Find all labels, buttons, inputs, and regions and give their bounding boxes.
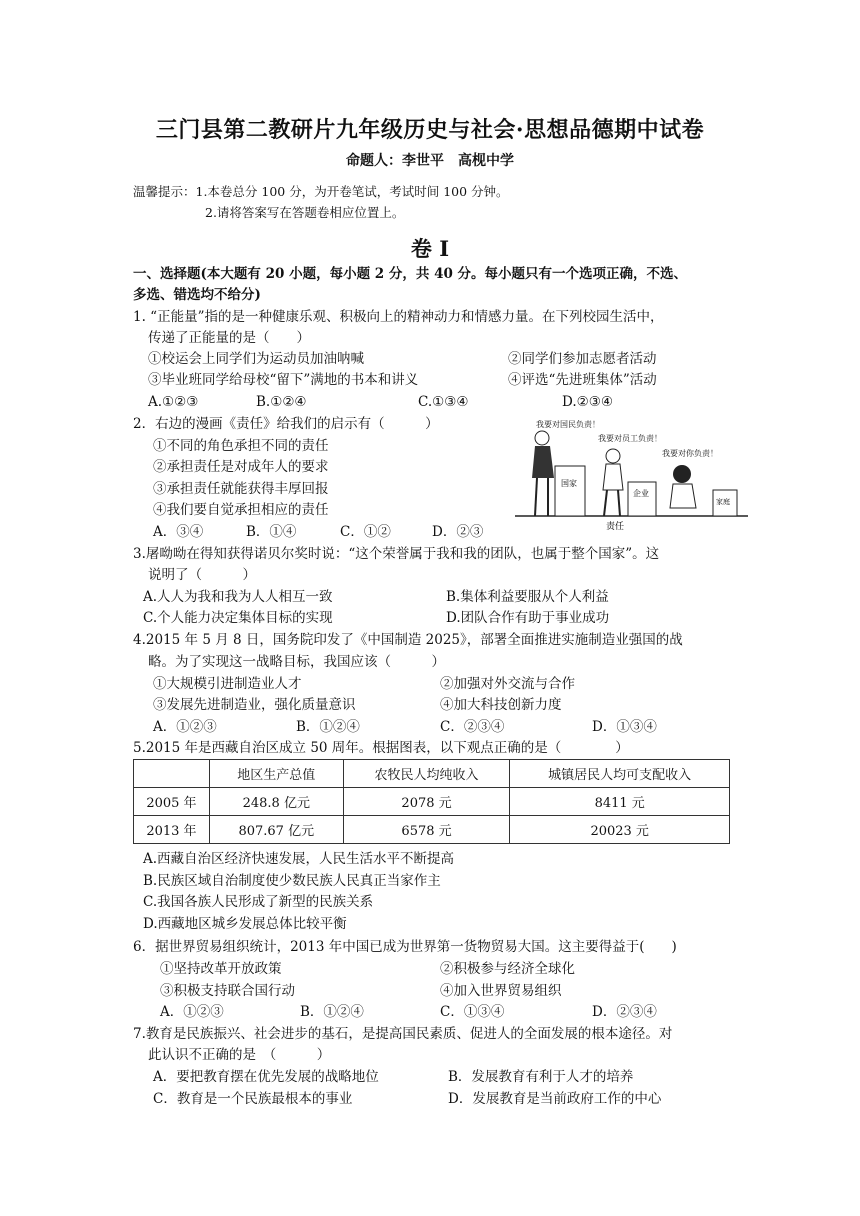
- q5-stem: 5.2015 年是西藏自治区成立 50 周年。根据图表，以下观点正确的是（ ）: [133, 740, 629, 756]
- q2-option-4: ④我们要自觉承担相应的责任: [153, 502, 329, 518]
- q4-option-4: ④加大科技创新力度: [440, 697, 562, 713]
- responsibility-cartoon: [510, 416, 750, 531]
- table-row: [134, 816, 730, 844]
- volume-heading: 卷 I: [410, 236, 450, 261]
- family-figure-head: [673, 465, 691, 483]
- q2-option-1: ①不同的角色承担不同的责任: [153, 438, 329, 454]
- table-header-cell: 城镇居民人均可支配收入: [510, 760, 730, 788]
- q4-option-3: ③发展先进制造业，强化质量意识: [153, 697, 356, 713]
- country-figure-body: [532, 446, 554, 478]
- q6-option-3: ③积极支持联合国行动: [160, 983, 295, 999]
- income-table: [133, 759, 730, 844]
- q4-stem-cont: 略。为了实现这一战略目标，我国应该（ ）: [148, 654, 445, 670]
- speech-country: 我要对国民负责！: [536, 420, 600, 429]
- q1-stem: 1. “正能量”指的是一种健康乐观、积极向上的精神动力和情感力量。在下列校园生活中，: [133, 309, 664, 325]
- q4-choice-d: D．①③④: [592, 719, 657, 735]
- q7-choice-c: C．教育是一个民族最根本的事业: [153, 1091, 353, 1107]
- speech-company: 我要对员工负责！: [598, 434, 662, 443]
- table-cell: 2005 年: [134, 788, 210, 816]
- q1-stem-cont: 传递了正能量的是（ ）: [148, 330, 310, 346]
- q3-choice-d: D.团队合作有助于事业成功: [446, 610, 610, 626]
- page-title: 三门县第二教研片九年级历史与社会·思想品德期中试卷: [155, 117, 705, 143]
- company-figure-head: [606, 449, 620, 463]
- q1-option-3: ③毕业班同学给母校“留下”满地的书本和讲义: [148, 372, 419, 388]
- q5-choice-d: D.西藏地区城乡发展总体比较平衡: [143, 916, 347, 932]
- q4-choice-a: A．①②③: [153, 719, 217, 735]
- table-header-cell: 地区生产总值: [209, 760, 343, 788]
- q1-option-4: ④评选“先进班集体”活动: [508, 372, 657, 388]
- table-cell: 2078 元: [343, 788, 510, 816]
- q1-choice-d: D.②③④: [562, 394, 613, 410]
- q1-option-1: ①校运会上同学们为运动员加油呐喊: [148, 351, 364, 367]
- q3-choice-c: C.个人能力决定集体目标的实现: [143, 610, 333, 626]
- q7-stem-cont: 此认识不正确的是 （ ）: [148, 1047, 331, 1063]
- q6-option-1: ①坚持改革开放政策: [160, 961, 282, 977]
- table-cell: 2013 年: [134, 816, 210, 844]
- label-country: 国家: [561, 479, 577, 488]
- table-header-cell: [134, 760, 210, 788]
- tip-line-1: 温馨提示：1.本卷总分 100 分，为开卷笔试，考试时间 100 分钟。: [133, 184, 509, 199]
- q6-choice-a: A．①②③: [160, 1004, 224, 1020]
- q2-choice-b: B．①④: [246, 524, 297, 540]
- tip-line-2: 2.请将答案写在答题卷相应位置上。: [205, 205, 405, 220]
- company-podium: [628, 482, 656, 516]
- section-heading-cont: 多选、错选均不给分): [133, 287, 261, 303]
- q2-option-2: ②承担责任是对成年人的要求: [153, 459, 329, 475]
- q4-option-1: ①大规模引进制造业人才: [153, 676, 302, 692]
- q6-choice-c: C．①③④: [440, 1004, 505, 1020]
- q6-choice-d: D．②③④: [592, 1004, 657, 1020]
- q7-choice-d: D．发展教育是当前政府工作的中心: [448, 1091, 662, 1107]
- q4-option-2: ②加强对外交流与合作: [440, 676, 575, 692]
- q7-stem: 7.教育是民族振兴、社会进步的基石，是提高国民素质、促进人的全面发展的根本途径。对: [133, 1026, 673, 1042]
- q6-option-2: ②积极参与经济全球化: [440, 961, 575, 977]
- table-cell: 248.8 亿元: [209, 788, 343, 816]
- q6-stem: 6．据世界贸易组织统计，2013 年中国已成为世界第一货物贸易大国。这主要得益于( ): [133, 939, 677, 955]
- company-figure-body: [603, 464, 623, 490]
- table-cell: 20023 元: [510, 816, 730, 844]
- q1-choice-b: B.①②④: [256, 394, 307, 410]
- label-family: 家庭: [716, 498, 730, 506]
- q7-choice-b: B．发展教育有利于人才的培养: [448, 1069, 634, 1085]
- family-figure-body: [670, 484, 696, 508]
- speech-family: 我要对你负责！: [662, 449, 718, 458]
- q2-option-3: ③承担责任就能获得丰厚回报: [153, 481, 329, 497]
- table-row: [134, 788, 730, 816]
- q1-choice-c: C.①③④: [418, 394, 469, 410]
- q4-choice-c: C．②③④: [440, 719, 505, 735]
- table-header-cell: 农牧民人均纯收入: [343, 760, 510, 788]
- q5-choice-a: A.西藏自治区经济快速发展，人民生活水平不断提高: [143, 851, 455, 867]
- q6-option-4: ④加入世界贸易组织: [440, 983, 562, 999]
- section-heading: 一、选择题(本大题有 20 小题，每小题 2 分，共 40 分。每小题只有一个选项正确，不选、: [133, 266, 688, 282]
- author-line: 命题人：李世平 高枧中学: [346, 153, 514, 169]
- label-company: 企业: [633, 489, 649, 498]
- q3-choice-a: A.人人为我和我为人人相互一致: [143, 589, 333, 605]
- q4-choice-b: B．①②④: [296, 719, 360, 735]
- country-figure-head: [535, 431, 549, 445]
- cartoon-caption: 责任: [606, 522, 625, 531]
- country-podium: [555, 466, 585, 516]
- q7-choice-a: A．要把教育摆在优先发展的战略地位: [153, 1069, 379, 1085]
- table-cell: 807.67 亿元: [209, 816, 343, 844]
- q1-choice-a: A.①②③: [148, 394, 199, 410]
- table-cell: 6578 元: [343, 816, 510, 844]
- q6-choice-b: B．①②④: [300, 1004, 364, 1020]
- q2-choice-d: D．②③: [432, 524, 484, 540]
- q2-choice-a: A．③④: [153, 524, 204, 540]
- table-header-row: [134, 760, 730, 788]
- q4-stem: 4.2015 年 5 月 8 日，国务院印发了《中国制造 2025》，部署全面推进实施制造业强国的战: [133, 632, 683, 648]
- q3-stem: 3.屠呦呦在得知获得诺贝尔奖时说：“这个荣誉属于我和我的团队，也属于整个国家”。这: [133, 546, 660, 562]
- q5-choice-b: B.民族区域自治制度使少数民族人民真正当家作主: [143, 873, 441, 889]
- q2-choice-c: C．①②: [340, 524, 391, 540]
- q2-stem: 2．右边的漫画《责任》给我们的启示有（ ）: [133, 416, 439, 432]
- q5-choice-c: C.我国各族人民形成了新型的民族关系: [143, 894, 374, 910]
- q3-stem-cont: 说明了（ ）: [148, 567, 256, 583]
- q3-choice-b: B.集体利益要服从个人利益: [446, 589, 609, 605]
- table-cell: 8411 元: [510, 788, 730, 816]
- q1-option-2: ②同学们参加志愿者活动: [508, 351, 657, 367]
